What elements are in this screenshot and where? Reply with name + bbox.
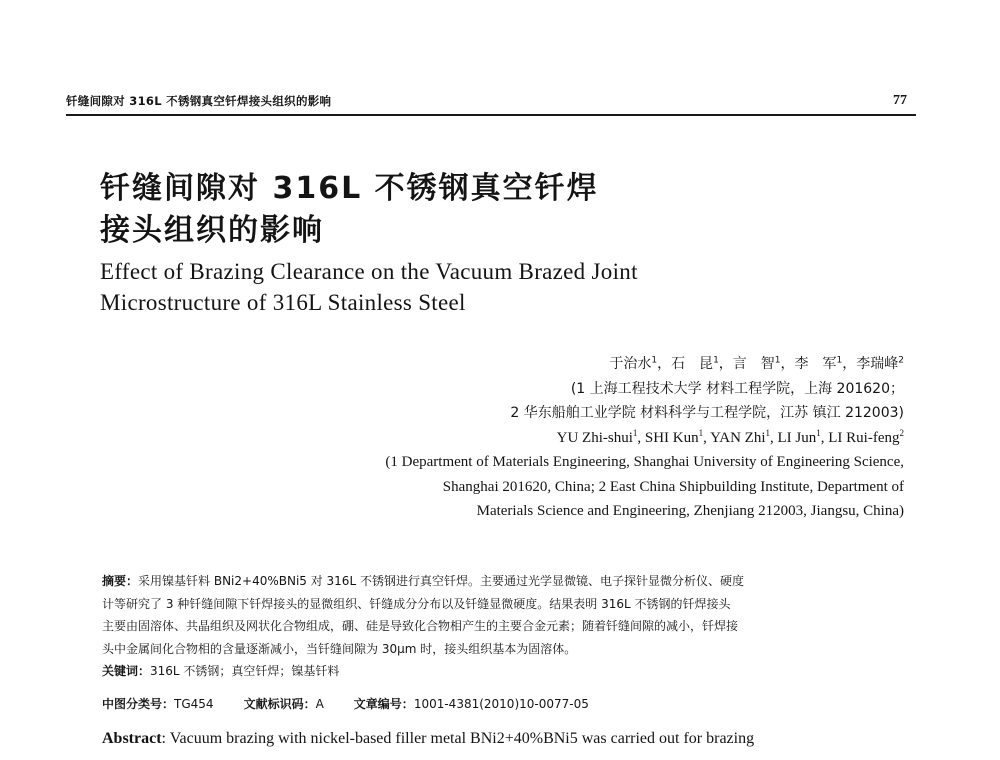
header-divider <box>66 114 916 116</box>
classification-line <box>102 695 589 712</box>
abstract-english-text: : Vacuum brazing with nickel-based filler metal BNi2+40%BNi5 was carried out for brazing <box>161 730 755 747</box>
author-name: 言 智 <box>732 356 775 372</box>
doc-code-label: 文献标识码： <box>243 697 316 711</box>
title-english-line-1: Effect of Brazing Clearance on the Vacuum Brazed Joint <box>100 259 638 284</box>
title-chinese <box>100 168 599 252</box>
affiliation-english-line-2: Shanghai 201620, China; 2 East China Shipbuilding Institute, Department of <box>442 478 904 495</box>
abstract-chinese-line-4: 头中金属间化合物相的含量逐渐减小，当钎缝间隙为 30μm 时，接头组织基本为固溶体。 <box>102 641 577 656</box>
author-name: YU Zhi-shui <box>556 429 633 446</box>
affiliation-english-line-1: (1 Department of Materials Engineering, Shanghai University of Engineering Science, <box>385 454 904 470</box>
author-name: SHI Kun <box>644 429 699 446</box>
abstract-chinese <box>102 570 900 683</box>
author-affiliation-mark: 1 <box>698 427 704 438</box>
author-name: YAN Zhi <box>710 429 766 446</box>
author-name: LI Jun <box>777 429 817 446</box>
author-affiliation-mark: 1 <box>836 355 843 366</box>
doc-code-value: A <box>315 697 324 711</box>
abstract-chinese-line-3: 主要由固溶体、共晶组织及网状化合物组成，硼、硅是导致化合物相产生的主要合金元素；随着钎缝间隙的减小，钎焊接 <box>102 619 739 633</box>
author-affiliation-mark: 2 <box>898 355 904 366</box>
author-name: 李 军 <box>794 356 837 372</box>
title-chinese-line-1: 钎缝间隙对 316L 不锈钢真空钎焊 <box>100 171 599 206</box>
author-affiliation-mark: 1 <box>816 427 821 438</box>
affiliation-chinese-line-2: 2 华东船舶工业学院 材料科学与工程学院，江苏 镇江 212003) <box>510 405 904 421</box>
title-chinese-line-2: 接头组织的影响 <box>100 213 324 248</box>
author-name: 石 昆 <box>671 356 714 372</box>
author-affiliation-mark: 1 <box>632 427 638 438</box>
abstract-english <box>102 730 754 748</box>
title-english-line-2: Microstructure of 316L Stainless Steel <box>100 290 466 315</box>
author-block <box>385 352 904 524</box>
author-affiliation-mark: 1 <box>713 355 719 366</box>
author-affiliation-mark: 1 <box>765 427 771 438</box>
author-name: 李瑞峰 <box>856 356 899 372</box>
affiliation-english-line-3: Materials Science and Engineering, Zhenjiang 212003, Jiangsu, China) <box>476 503 904 519</box>
author-affiliation-mark: 2 <box>899 427 904 438</box>
keywords-label: 关键词： <box>102 664 151 678</box>
author-affiliation-mark: 1 <box>774 355 781 366</box>
abstract-chinese-label: 摘要： <box>102 574 139 588</box>
page-number: 77 <box>893 93 907 108</box>
author-name: LI Rui-feng <box>828 429 900 446</box>
abstract-english-label: Abstract <box>102 730 162 747</box>
abstract-chinese-text: 采用镍基钎料 BNi2+40%BNi5 对 316L 不锈钢进行真空钎焊。主要通过光学显微镜、电子探针显微分析仪、硬度 <box>138 574 744 588</box>
keywords-value: 316L 不锈钢；真空钎焊；镍基钎料 <box>150 664 340 678</box>
running-title: 钎缝间隙对 316L 不锈钢真空钎焊接头组织的影响 <box>66 94 332 108</box>
authors-english: YU Zhi-shui$^1$, SHI Kun$^1$, YAN Zhi$^1$, LI Jun$^1$, LI Rui-feng$^2$ <box>556 427 904 446</box>
article-number-value: 1001-4381(2010)10-0077-05 <box>413 697 589 711</box>
author-name: 于治水 <box>609 356 652 372</box>
affiliation-chinese-line-1: (1 上海工程技术大学 材料工程学院，上海 201620； <box>570 380 904 397</box>
clc-label: 中图分类号： <box>102 697 175 711</box>
authors-chinese: 于治水$^1$，石 昆$^1$，言 智$^1$，李 军$^1$，李瑞峰$^2$ <box>609 355 904 372</box>
abstract-chinese-line-1 <box>102 570 900 593</box>
title-english <box>100 256 638 318</box>
article-number-label: 文章编号： <box>353 697 414 711</box>
abstract-chinese-line-2: 计等研究了 3 种钎缝间隙下钎焊接头的显微组织、钎缝成分分布以及钎缝显微硬度。结果表明 316L 不锈钢的钎焊接头 <box>102 596 731 611</box>
clc-value: TG454 <box>174 697 214 711</box>
keywords <box>102 660 900 683</box>
author-affiliation-mark: 1 <box>651 355 658 366</box>
